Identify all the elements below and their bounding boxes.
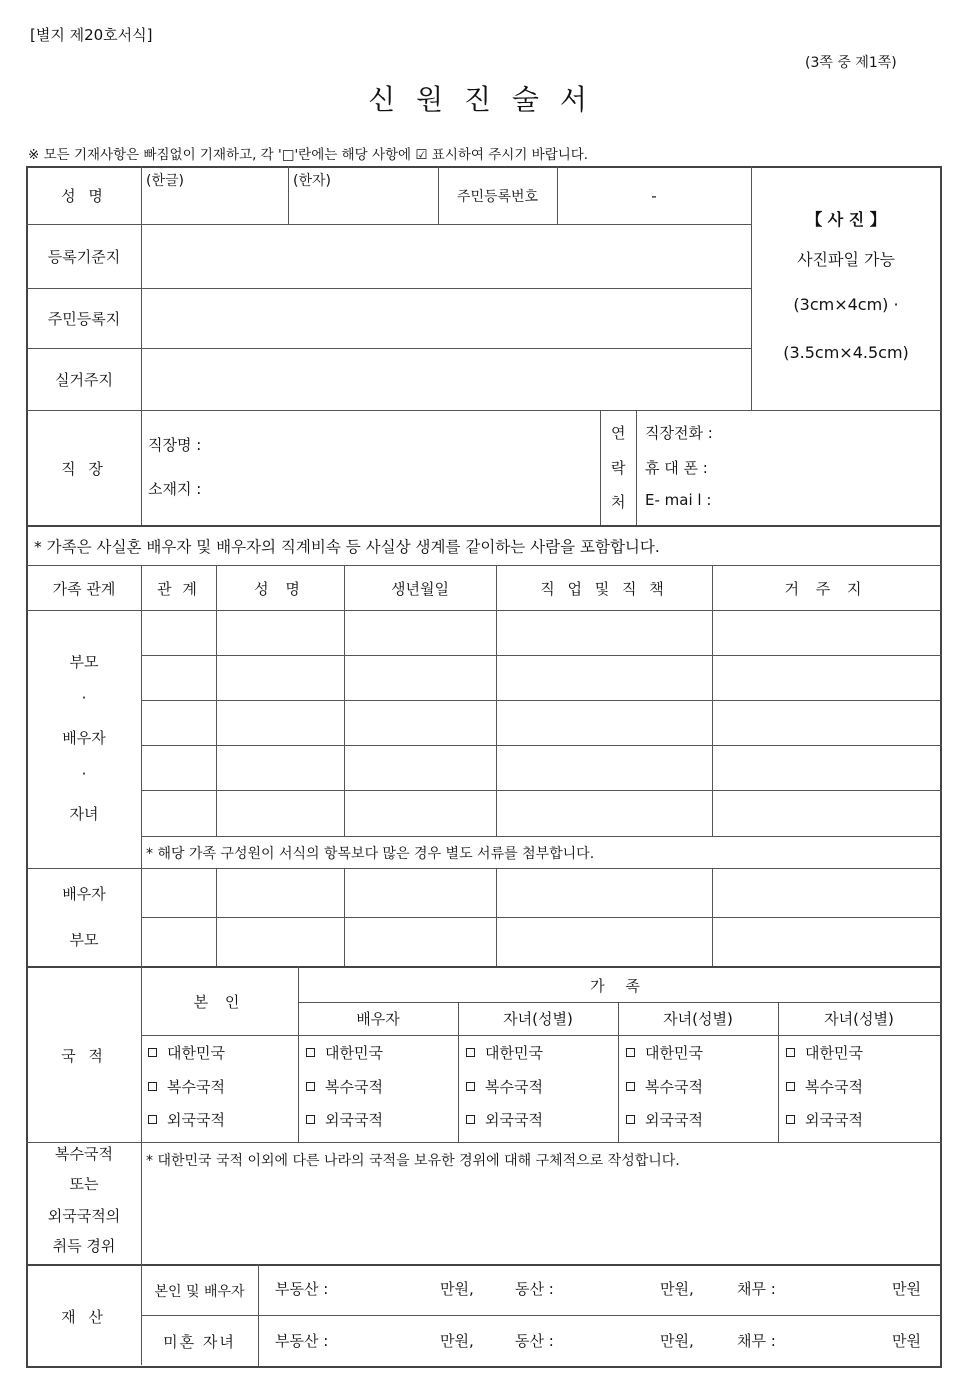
group-label-dot-2: · [81, 765, 87, 783]
acquisition-note: * 대한민국 국적 이외에 다른 나라의 국적을 보유한 경위에 대해 구체적으로 작성합니다. [146, 1153, 680, 1169]
family-row[interactable] [142, 918, 940, 966]
property-row1-debt-unit: 만원 [892, 1280, 921, 1298]
nationality-col-child-1: 자녀(성별) [503, 1010, 573, 1028]
family-row[interactable] [142, 656, 940, 700]
family-group-spouse-parents [27, 869, 141, 966]
checkbox-spouse-foreign[interactable]: 외국국적 [306, 1109, 383, 1130]
photo-title: 【 사 진 】 [806, 210, 886, 229]
checkbox-icon [306, 1048, 315, 1057]
contact-label-2: 락 [611, 459, 626, 477]
page-title: 신 원 진 술 서 [368, 83, 593, 116]
family-note: * 가족은 사실혼 배우자 및 배우자의 직계비속 등 사실상 생계를 같이하는 사람을 포함합니다. [34, 538, 660, 556]
family-extra-note: * 해당 가족 구성원이 서식의 항목보다 많은 경우 별도 서류를 첨부합니다. [146, 846, 595, 862]
family-header-birth: 생년월일 [391, 579, 449, 598]
resident-number-label: 주민등록번호 [456, 188, 539, 205]
name-label: 성 명 [61, 187, 107, 205]
nationality-col-child-3: 자녀(성별) [824, 1010, 894, 1028]
checkbox-self-dual[interactable]: 복수국적 [148, 1076, 225, 1097]
checkbox-spouse-korea[interactable]: 대한민국 [306, 1042, 383, 1063]
checkbox-child3-korea[interactable]: 대한민국 [786, 1042, 863, 1063]
photo-size-2: (3.5cm×4.5cm) [783, 343, 909, 362]
checkbox-icon [148, 1115, 157, 1124]
checkbox-icon [626, 1082, 635, 1091]
checkbox-self-korea[interactable]: 대한민국 [148, 1042, 225, 1063]
acquisition-label-line-2: 또는 [69, 1175, 99, 1193]
acquisition-field[interactable] [142, 1172, 940, 1262]
resident-number-field[interactable]: - [651, 186, 657, 205]
checkbox-child1-foreign[interactable]: 외국국적 [466, 1109, 543, 1130]
email-field[interactable]: E- mai l : [645, 491, 712, 509]
property-row2-debt-unit: 만원 [892, 1332, 921, 1350]
work-label: 직 장 [61, 459, 107, 478]
checkbox-icon [148, 1082, 157, 1091]
property-row1-debt[interactable]: 채무 : [737, 1280, 776, 1298]
photo-box[interactable] [752, 167, 940, 410]
group-label-spouse: 배우자 [62, 729, 106, 747]
checkbox-icon [786, 1115, 795, 1124]
residence-label: 실거주지 [55, 370, 113, 389]
checkbox-child2-dual[interactable]: 복수국적 [626, 1076, 703, 1097]
domicile-label: 등록기준지 [47, 247, 121, 266]
form-number: [별지 제20호서식] [30, 26, 153, 44]
nationality-col-child-2: 자녀(성별) [663, 1010, 733, 1028]
acquisition-label-line-1: 복수국적 [55, 1145, 113, 1163]
property-row2-movable[interactable]: 동산 : [515, 1332, 554, 1350]
family-header-relation: 관 계 [157, 579, 200, 598]
checkbox-icon [786, 1048, 795, 1057]
checkbox-child3-foreign[interactable]: 외국국적 [786, 1109, 863, 1130]
group-label-dot-1: · [81, 689, 87, 707]
property-row2-realty[interactable]: 부동산 : [275, 1332, 329, 1350]
work-location-field[interactable]: 소재지 : [148, 480, 202, 498]
family-group-parents-spouse-children [27, 611, 141, 868]
property-row1-movable-unit: 만원, [660, 1280, 694, 1298]
instruction-note: ※ 모든 기재사항은 빠짐없이 기재하고, 각 '□'란에는 해당 사항에 ☑ 표시하여 주시기 바랍니다. [28, 147, 589, 163]
property-row1-realty-unit: 만원, [440, 1280, 474, 1298]
property-row2-debt[interactable]: 채무 : [737, 1332, 776, 1350]
checkbox-icon [466, 1115, 475, 1124]
name-hanja-field[interactable]: (한자) [293, 173, 331, 189]
contact-label-3: 처 [611, 493, 626, 511]
family-row[interactable] [142, 869, 940, 917]
residence-field[interactable] [142, 349, 750, 409]
checkbox-icon [148, 1048, 157, 1057]
name-hangul-field[interactable]: (한글) [146, 173, 184, 189]
property-row2-movable-unit: 만원, [660, 1332, 694, 1350]
property-self-spouse-label: 본인 및 배우자 [154, 1283, 245, 1300]
group-label-parents-2: 부모 [69, 931, 99, 949]
acquisition-label-line-4: 취득 경위 [52, 1237, 116, 1255]
family-row[interactable] [142, 611, 940, 655]
family-header-name: 성 명 [254, 579, 306, 598]
group-label-parents: 부모 [69, 653, 99, 671]
acquisition-label-line-3: 외국국적의 [47, 1207, 121, 1225]
checkbox-icon [306, 1115, 315, 1124]
family-header-job: 직 업 및 직 책 [540, 579, 668, 598]
group-label-children: 자녀 [69, 805, 99, 823]
nationality-label: 국 적 [61, 1046, 107, 1065]
checkbox-child2-foreign[interactable]: 외국국적 [626, 1109, 703, 1130]
property-children-label: 미혼 자녀 [163, 1332, 236, 1351]
checkbox-child3-dual[interactable]: 복수국적 [786, 1076, 863, 1097]
checkbox-icon [466, 1082, 475, 1091]
address-label: 주민등록지 [47, 309, 121, 328]
page-number: (3쪽 중 제1쪽) [805, 55, 897, 71]
checkbox-icon [626, 1115, 635, 1124]
nationality-col-spouse: 배우자 [356, 1010, 400, 1028]
checkbox-child1-dual[interactable]: 복수국적 [466, 1076, 543, 1097]
family-row[interactable] [142, 746, 940, 790]
family-header-relation-group: 가족 관계 [52, 579, 116, 598]
domicile-field[interactable] [142, 225, 750, 287]
family-row[interactable] [142, 791, 940, 836]
group-label-spouse-2: 배우자 [62, 885, 106, 903]
property-label: 재 산 [61, 1307, 107, 1326]
work-name-field[interactable]: 직장명 : [148, 436, 202, 454]
checkbox-child2-korea[interactable]: 대한민국 [626, 1042, 703, 1063]
nationality-self-header: 본 인 [193, 993, 246, 1011]
checkbox-icon [306, 1082, 315, 1091]
checkbox-icon [466, 1048, 475, 1057]
checkbox-self-foreign[interactable]: 외국국적 [148, 1109, 225, 1130]
checkbox-icon [786, 1082, 795, 1091]
checkbox-spouse-dual[interactable]: 복수국적 [306, 1076, 383, 1097]
mobile-field[interactable]: 휴 대 폰 : [645, 459, 708, 477]
photo-size-1: (3cm×4cm) · [793, 295, 899, 314]
contact-label-1: 연 [611, 424, 626, 442]
checkbox-child1-korea[interactable]: 대한민국 [466, 1042, 543, 1063]
checkbox-icon [626, 1048, 635, 1057]
property-row1-realty[interactable]: 부동산 : [275, 1280, 329, 1298]
photo-hint: 사진파일 가능 [797, 250, 895, 269]
property-row1-movable[interactable]: 동산 : [515, 1280, 554, 1298]
property-row2-realty-unit: 만원, [440, 1332, 474, 1350]
family-row[interactable] [142, 701, 940, 745]
acquisition-label [27, 1143, 141, 1264]
work-phone-field[interactable]: 직장전화 : [645, 424, 713, 442]
nationality-family-header: 가 족 [590, 976, 648, 995]
family-header-residence: 거 주 지 [784, 579, 868, 598]
address-field[interactable] [142, 289, 750, 347]
